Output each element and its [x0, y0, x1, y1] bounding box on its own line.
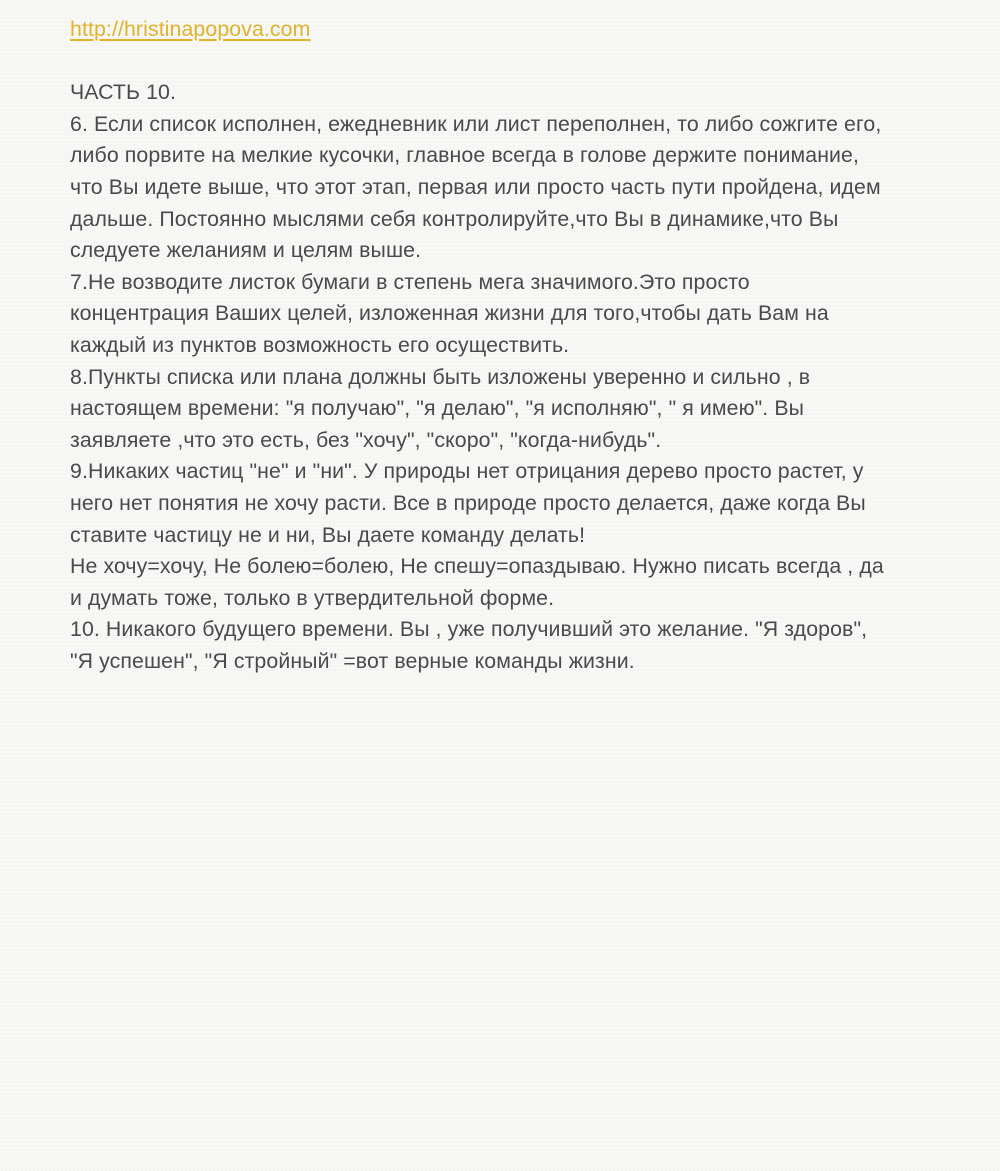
note-line: что Вы идете выше, что этот этап, первая или просто часть пути пройдена, идем [70, 174, 881, 199]
note-line: Не хочу=хочу, Не болею=болею, Не спешу=опаздываю. Нужно писать всегда , да [70, 554, 884, 579]
note-line: 7.Не возводите листок бумаги в степень мега значимого.Это просто [70, 269, 750, 294]
note-line: либо порвите на мелкие кусочки, главное всегда в голове держите понимание, [70, 143, 860, 168]
note-line: 6. Если список исполнен, ежедневник или лист переполнен, то либо сожгите его, [70, 111, 882, 136]
note-line: концентрация Ваших целей, изложенная жизни для того,чтобы дать Вам на [70, 301, 829, 326]
note-line: ставите частицу не и ни, Вы даете команду делать! [70, 522, 586, 547]
note-line: 9.Никаких частиц "не" и "ни". У природы нет отрицания дерево просто растет, у [70, 459, 864, 484]
note-line: "Я успешен", "Я стройный" =вот верные команды жизни. [70, 648, 635, 673]
note-line: следуете желаниям и целям выше. [70, 238, 422, 263]
note-line: него нет понятия не хочу расти. Все в природе просто делается, даже когда Вы [70, 490, 866, 515]
note-line: каждый из пунктов возможность его осуществить. [70, 332, 570, 357]
note-body[interactable] [70, 14, 960, 677]
note-line: 8.Пункты списка или плана должны быть изложены уверенно и сильно , в [70, 364, 811, 389]
note-heading: ЧАСТЬ 10. [70, 80, 177, 105]
website-link[interactable]: http://hristinapopova.com [70, 17, 311, 41]
note-line: заявляете ,что это есть, без "хочу", "скоро", "когда-нибудь". [70, 427, 662, 452]
note-line: дальше. Постоянно мыслями себя контролируйте,что Вы в динамике,что Вы [70, 206, 839, 231]
note-line: настоящем времени: "я получаю", "я делаю", "я исполняю", " я имею". Вы [70, 396, 805, 421]
note-link-line [70, 14, 960, 46]
blank-line [70, 46, 960, 78]
note-line: 10. Никакого будущего времени. Вы , уже получивший это желание. "Я здоров", [70, 617, 868, 642]
note-line: и думать тоже, только в утвердительной форме. [70, 585, 555, 610]
